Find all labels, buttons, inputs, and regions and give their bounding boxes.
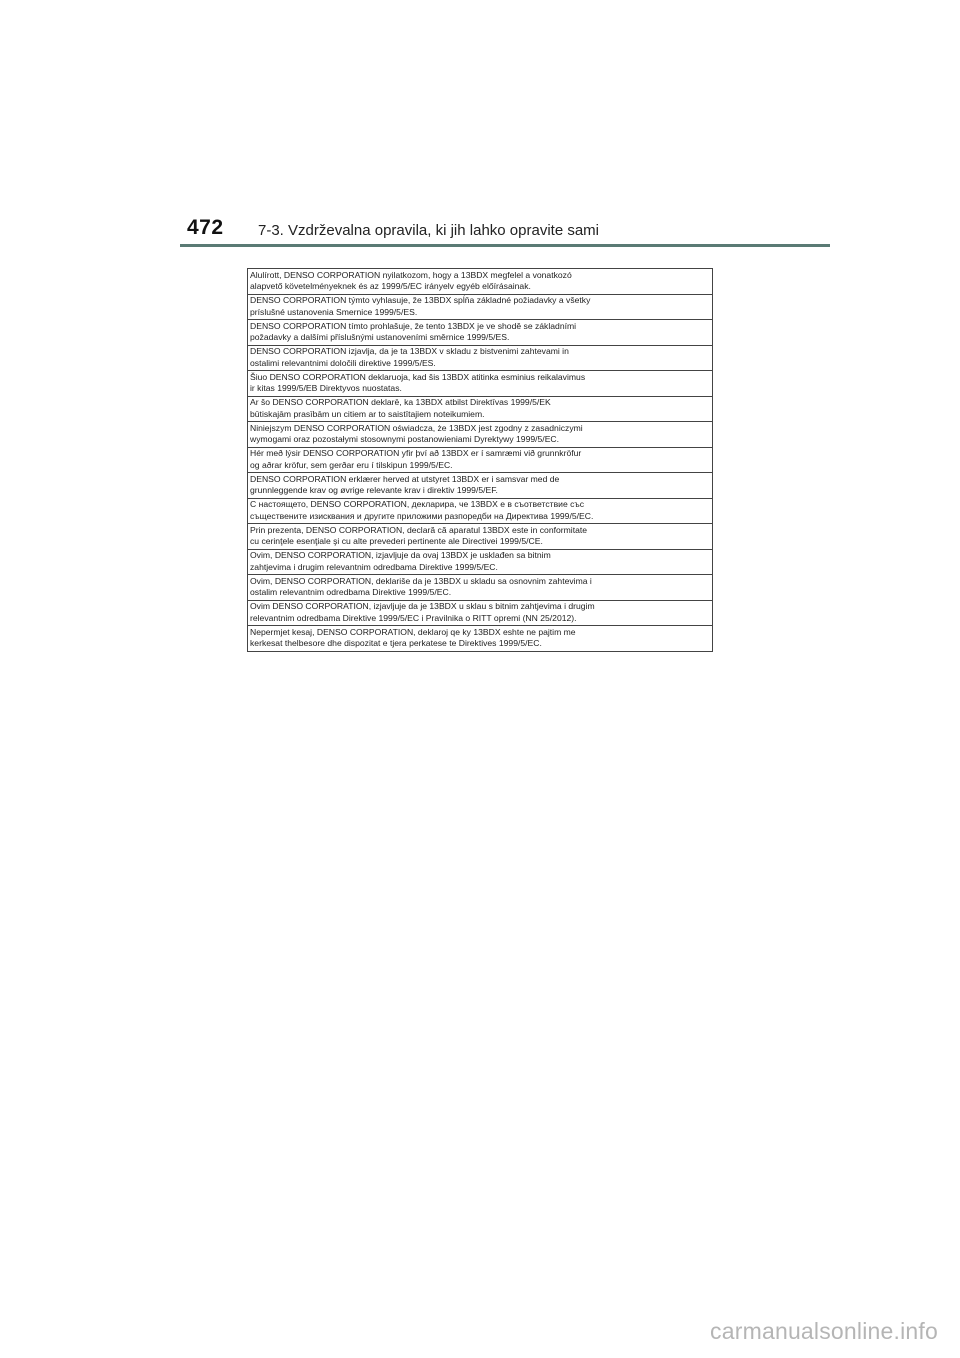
table-row xyxy=(248,473,713,499)
declaration-line: ir kitas 1999/5/EB Direktyvos nuostatas. xyxy=(250,383,402,394)
declaration-line: DENSO CORPORATION erklærer herved at utstyret 13BDX er i samsvar med de xyxy=(250,473,560,484)
declaration-line: alapvető követelményeknek és az 1999/5/EC irányelv egyéb előírásainak. xyxy=(250,281,531,292)
declaration-cell-serbian xyxy=(248,575,713,601)
declaration-cell-icelandic xyxy=(248,447,713,473)
declaration-line: Ovim DENSO CORPORATION, izjavljuje da je 13BDX u sklau s bitnim zahtjevima i drugim xyxy=(250,601,595,612)
declaration-line: DENSO CORPORATION izjavlja, da je ta 13BDX v skladu z bistvenimi zahtevami in xyxy=(250,346,569,357)
table-row xyxy=(248,269,713,295)
table-row xyxy=(248,575,713,601)
declaration-cell-latvian xyxy=(248,396,713,422)
table-row xyxy=(248,396,713,422)
declaration-line: cu cerinţele esenţiale şi cu alte prevederi pertinente ale Directivei 1999/5/CE. xyxy=(250,536,543,547)
declaration-line: С настоящето, DENSO CORPORATION, декларира, че 13BDX е в съответствие със xyxy=(250,499,585,510)
declaration-line: ostalimi relevantnimi določili direktive 1999/5/ES. xyxy=(250,357,436,368)
table-row xyxy=(248,447,713,473)
declaration-line: požadavky a dalšími příslušnými ustanoveními směrnice 1999/5/ES. xyxy=(250,332,510,343)
declaration-cell-albanian xyxy=(248,626,713,652)
section-title: 7-3. Vzdrževalna opravila, ki jih lahko opravite sami xyxy=(258,222,599,239)
table-row xyxy=(248,422,713,448)
declaration-cell-slovenian xyxy=(248,345,713,371)
table-row xyxy=(248,320,713,346)
table-row xyxy=(248,626,713,652)
declaration-line: wymogami oraz pozostałymi stosownymi postanowieniami Dyrektywy 1999/5/EC. xyxy=(250,434,560,445)
declaration-line: Prin prezenta, DENSO CORPORATION, declară că aparatul 13BDX este in conformitate xyxy=(250,524,588,535)
declaration-cell-norwegian xyxy=(248,473,713,499)
declaration-line: būtiskajām prasībām un citiem ar to saistītajiem noteikumiem. xyxy=(250,408,485,419)
table-row xyxy=(248,549,713,575)
declaration-line: príslušné ustanovenia Smernice 1999/5/ES. xyxy=(250,306,418,317)
page-number: 472 xyxy=(187,216,224,239)
declaration-line: Hér með lýsir DENSO CORPORATION yfir því að 13BDX er í samræmi við grunnkröfur xyxy=(250,448,582,459)
table-row xyxy=(248,524,713,550)
declaration-line: DENSO CORPORATION týmto vyhlasuje, že 13BDX spĺňa základné požiadavky a všetky xyxy=(250,295,591,306)
declaration-line: Ovim, DENSO CORPORATION, izjavljuje da ovaj 13BDX je usklađen sa bitnim xyxy=(250,550,551,561)
table-row xyxy=(248,600,713,626)
table-row xyxy=(248,345,713,371)
declaration-cell-hungarian xyxy=(248,269,713,295)
declaration-cell-slovak xyxy=(248,294,713,320)
declaration-cell-bosnian xyxy=(248,549,713,575)
declaration-line: Nepermjet kesaj, DENSO CORPORATION, deklaroj qe ky 13BDX eshte ne pajtim me xyxy=(250,626,576,637)
declaration-cell-lithuanian xyxy=(248,371,713,397)
declaration-cell-croatian xyxy=(248,600,713,626)
header-divider xyxy=(180,244,830,247)
declaration-line: kerkesat thelbesore dhe dispozitat e tjera perkatese te Direktives 1999/5/EC. xyxy=(250,638,542,649)
declaration-line: Ar šo DENSO CORPORATION deklarē, ka 13BDX atbilst Direktīvas 1999/5/EK xyxy=(250,397,551,408)
declaration-line: съществените изисквания и другите приложими разпоредби на Директива 1999/5/ЕС. xyxy=(250,510,594,521)
declaration-cell-romanian xyxy=(248,524,713,550)
declaration-line: DENSO CORPORATION tímto prohlašuje, že tento 13BDX je ve shodě se základními xyxy=(250,320,577,331)
declaration-line: Šiuo DENSO CORPORATION deklaruoja, kad šis 13BDX atitinka esminius reikalavimus xyxy=(250,371,586,382)
declaration-line: Niniejszym DENSO CORPORATION oświadcza, że 13BDX jest zgodny z zasadniczymi xyxy=(250,422,583,433)
declaration-line: Ovim, DENSO CORPORATION, deklariše da je 13BDX u skladu sa osnovnim zahtevima i xyxy=(250,575,592,586)
declaration-line: zahtjevima i drugim relevantnim odredbama Direktive 1999/5/EC. xyxy=(250,561,498,572)
table-row xyxy=(248,294,713,320)
declaration-line: Alulírott, DENSO CORPORATION nyilatkozom, hogy a 13BDX megfelel a vonatkozó xyxy=(250,269,572,280)
declaration-line: relevantnim odredbama Direktive 1999/5/EC i Pravilnika o RITT opremi (NN 25/2012). xyxy=(250,612,577,623)
declaration-cell-bulgarian xyxy=(248,498,713,524)
declaration-table xyxy=(247,268,713,652)
declaration-line: ostalim relevantnim odredbama Direktive 1999/5/EC. xyxy=(250,587,452,598)
declaration-cell-polish xyxy=(248,422,713,448)
declaration-line: og aðrar kröfur, sem gerðar eru í tilskipun 1999/5/EC. xyxy=(250,459,453,470)
declaration-line: grunnleggende krav og øvrige relevante krav i direktiv 1999/5/EF. xyxy=(250,485,498,496)
table-row xyxy=(248,371,713,397)
table-row xyxy=(248,498,713,524)
declaration-cell-czech xyxy=(248,320,713,346)
watermark-text: carmanualsonline.info xyxy=(710,1318,938,1344)
